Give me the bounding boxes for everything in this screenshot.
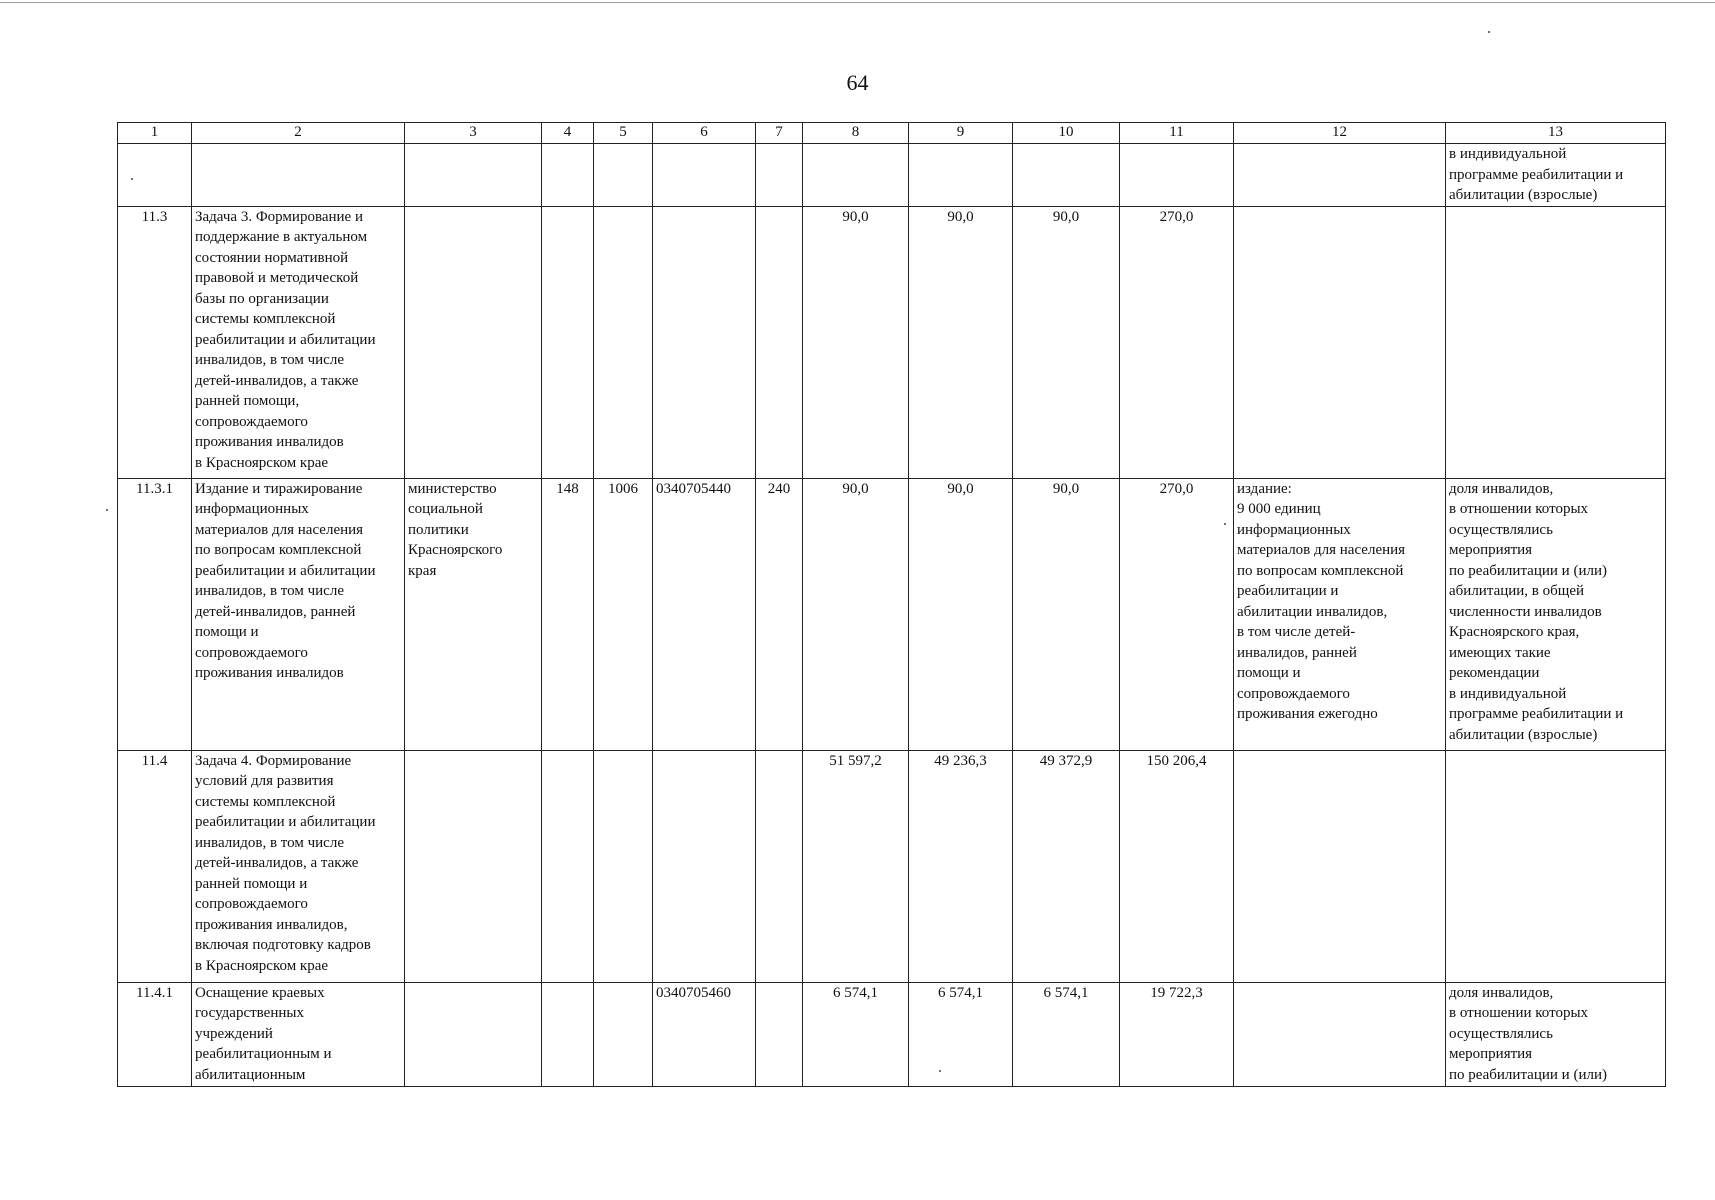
scan-speck: [131, 178, 133, 180]
amount-year2-cell: 6 574,1: [909, 982, 1013, 1086]
amount-year3-cell: 49 372,9: [1013, 750, 1120, 982]
expected-result-cell: [1234, 982, 1446, 1086]
indicator-cell: в индивидуальной программе реабилитации и абилитации (взрослые): [1446, 144, 1666, 207]
table-row: [118, 750, 1666, 982]
target-code-cell: 0340705460: [653, 982, 756, 1086]
amount-year1-cell: 90,0: [803, 478, 909, 750]
row-number-cell: 11.3: [118, 206, 192, 478]
column-header: 2: [192, 123, 405, 144]
expected-result-cell: [1234, 144, 1446, 207]
responsible-cell: [405, 982, 542, 1086]
responsible-cell: [405, 206, 542, 478]
responsible-cell: [405, 750, 542, 982]
description-cell: Оснащение краевых государственных учреждений реабилитационным и абилитационным: [192, 982, 405, 1086]
indicator-cell: доля инвалидов, в отношении которых осуществлялись мероприятия по реабилитации и (или) абилитации, в общей численности инвалидов Красноярского края, имеющих такие рекомендации в индивидуальной программе реабилитации и абилитации (взрослые): [1446, 478, 1666, 750]
row-number-cell: 11.3.1: [118, 478, 192, 750]
description-cell: Задача 4. Формирование условий для развития системы комплексной реабилитации и абилитации инвалидов, в том числе детей-инвалидов, а также ранней помощи и сопровождаемого проживания инвалидов, включая подготовку кадров в Красноярском крае: [192, 750, 405, 982]
data-table: [117, 122, 1666, 1087]
amount-year1-cell: 6 574,1: [803, 982, 909, 1086]
amount-total-cell: [1120, 144, 1234, 207]
amount-year3-cell: 6 574,1: [1013, 982, 1120, 1086]
grbs-cell: [542, 206, 594, 478]
expense-type-cell: [756, 750, 803, 982]
target-code-cell: [653, 206, 756, 478]
scan-speck: [1488, 31, 1490, 33]
amount-year2-cell: 49 236,3: [909, 750, 1013, 982]
amount-total-cell: 19 722,3: [1120, 982, 1234, 1086]
target-code-cell: 0340705440: [653, 478, 756, 750]
column-header: 10: [1013, 123, 1120, 144]
amount-year3-cell: 90,0: [1013, 478, 1120, 750]
column-header: 3: [405, 123, 542, 144]
expected-result-cell: издание: 9 000 единиц информационных материалов для населения по вопросам комплексной реабилитации и абилитации инвалидов, в том числе детей- инвалидов, ранней помощи и сопровождаемого проживания ежегодно: [1234, 478, 1446, 750]
column-header: 6: [653, 123, 756, 144]
grbs-cell: 148: [542, 478, 594, 750]
scan-speck: [939, 1070, 941, 1072]
amount-total-cell: 270,0: [1120, 206, 1234, 478]
table-row: [118, 144, 1666, 207]
amount-year3-cell: 90,0: [1013, 206, 1120, 478]
section-cell: [594, 206, 653, 478]
amount-year2-cell: 90,0: [909, 206, 1013, 478]
responsible-cell: [405, 144, 542, 207]
column-header: 7: [756, 123, 803, 144]
page-number: 64: [846, 70, 869, 95]
column-header: 8: [803, 123, 909, 144]
column-header: 1: [118, 123, 192, 144]
expense-type-cell: [756, 206, 803, 478]
expense-type-cell: [756, 144, 803, 207]
top-rule: [0, 2, 1715, 3]
row-number-cell: [118, 144, 192, 207]
header-row: [118, 123, 1666, 144]
target-code-cell: [653, 750, 756, 982]
expected-result-cell: [1234, 206, 1446, 478]
indicator-cell: [1446, 206, 1666, 478]
table-row: [118, 478, 1666, 750]
column-header: 11: [1120, 123, 1234, 144]
column-header: 13: [1446, 123, 1666, 144]
row-number-cell: 11.4: [118, 750, 192, 982]
section-cell: [594, 144, 653, 207]
responsible-cell: министерство социальной политики Красноярского края: [405, 478, 542, 750]
column-header: 4: [542, 123, 594, 144]
amount-total-cell: 150 206,4: [1120, 750, 1234, 982]
amount-year2-cell: [909, 144, 1013, 207]
column-header: 12: [1234, 123, 1446, 144]
amount-year1-cell: 90,0: [803, 206, 909, 478]
section-cell: 1006: [594, 478, 653, 750]
column-header: 9: [909, 123, 1013, 144]
column-header: 5: [594, 123, 653, 144]
amount-year1-cell: 51 597,2: [803, 750, 909, 982]
section-cell: [594, 750, 653, 982]
section-cell: [594, 982, 653, 1086]
expected-result-cell: [1234, 750, 1446, 982]
description-cell: Издание и тиражирование информационных материалов для населения по вопросам комплексной реабилитации и абилитации инвалидов, в том числе детей-инвалидов, ранней помощи и сопровождаемого проживания инвалидов: [192, 478, 405, 750]
grbs-cell: [542, 982, 594, 1086]
indicator-cell: доля инвалидов, в отношении которых осуществлялись мероприятия по реабилитации и (или): [1446, 982, 1666, 1086]
scan-speck: [106, 509, 108, 511]
expense-type-cell: [756, 982, 803, 1086]
indicator-cell: [1446, 750, 1666, 982]
row-number-cell: 11.4.1: [118, 982, 192, 1086]
amount-year1-cell: [803, 144, 909, 207]
table-row: [118, 982, 1666, 1086]
expense-type-cell: 240: [756, 478, 803, 750]
description-cell: Задача 3. Формирование и поддержание в актуальном состоянии нормативной правовой и методической базы по организации системы комплексной реабилитации и абилитации инвалидов, в том числе детей-инвалидов, а также ранней помощи, сопровождаемого проживания инвалидов в Красноярском крае: [192, 206, 405, 478]
amount-year3-cell: [1013, 144, 1120, 207]
amount-total-cell: 270,0: [1120, 478, 1234, 750]
grbs-cell: [542, 144, 594, 207]
scan-speck: [1224, 523, 1226, 525]
grbs-cell: [542, 750, 594, 982]
target-code-cell: [653, 144, 756, 207]
description-cell: [192, 144, 405, 207]
amount-year2-cell: 90,0: [909, 478, 1013, 750]
table-row: [118, 206, 1666, 478]
